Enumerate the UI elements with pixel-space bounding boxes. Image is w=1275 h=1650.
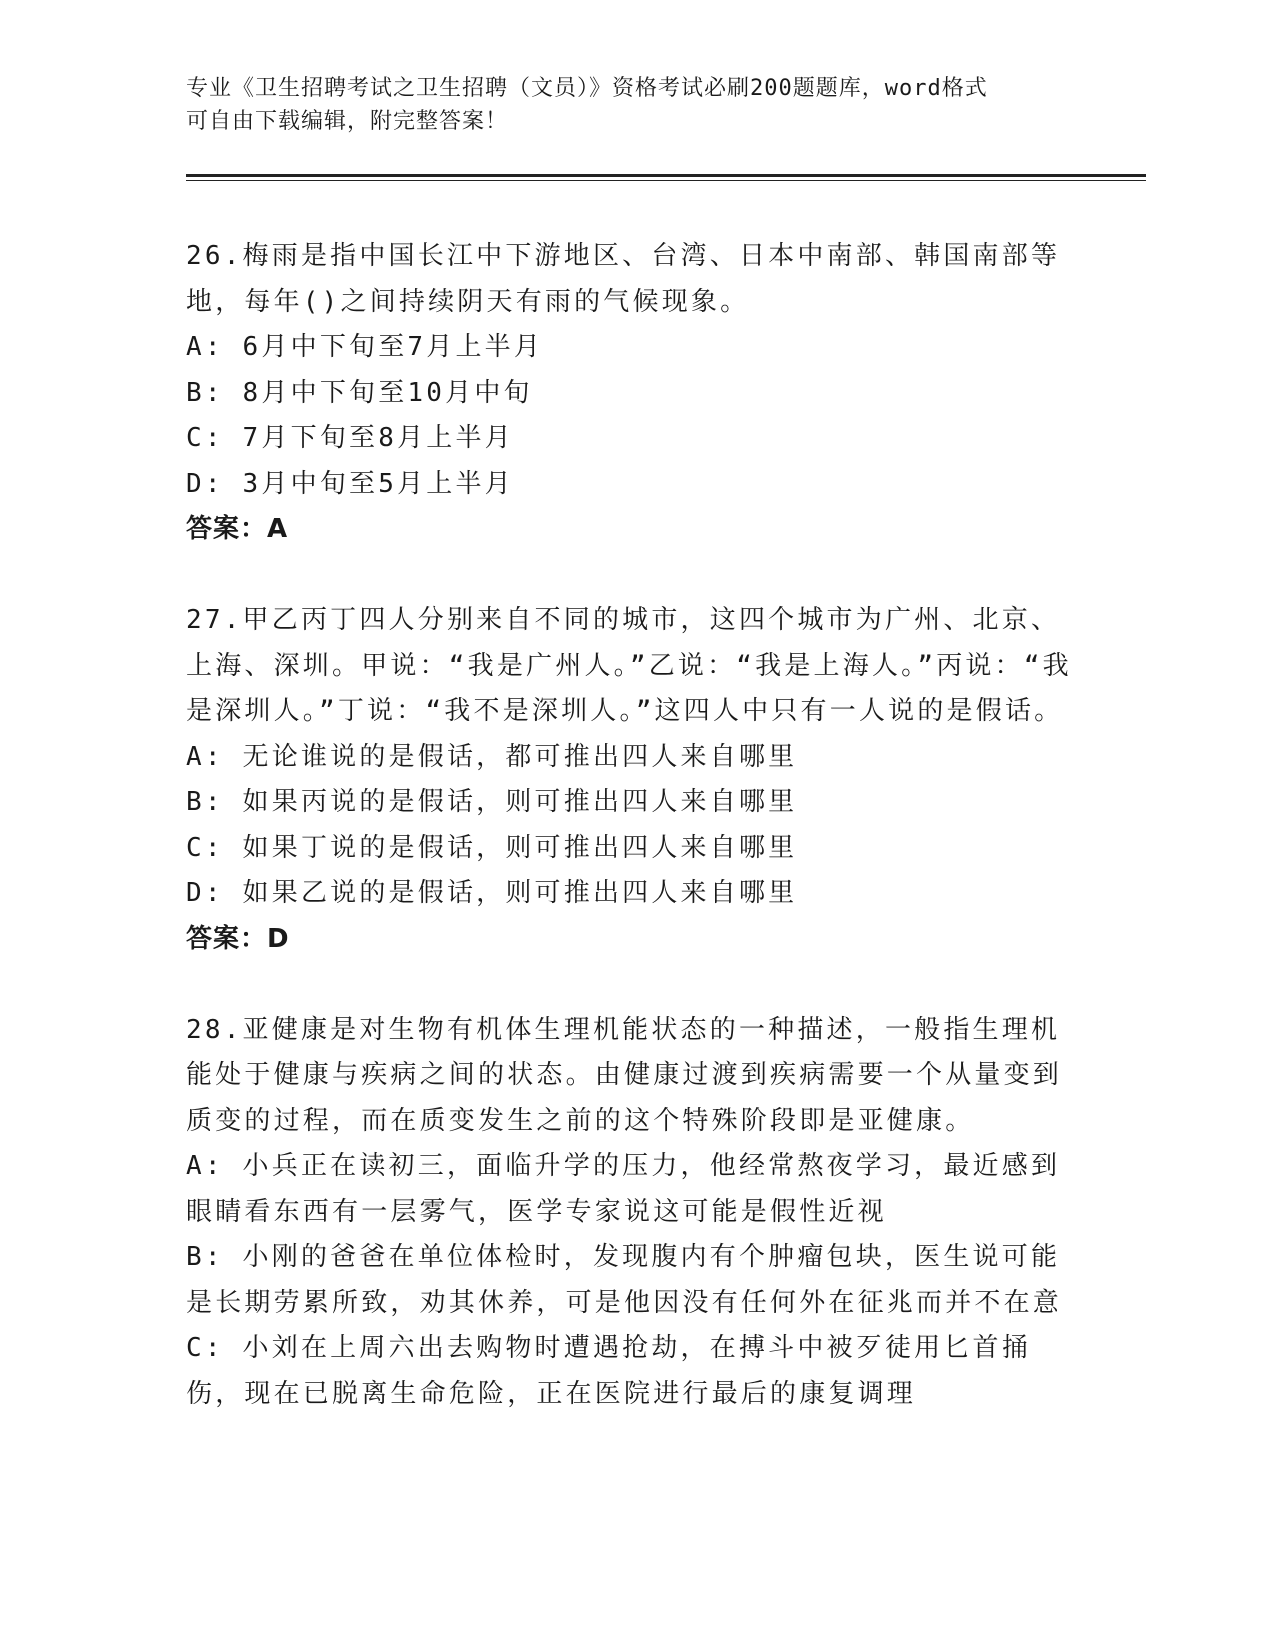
option-d: D: 3月中旬至5月上半月 [186,468,514,499]
question-27 [186,598,1086,962]
option-a: A: 6月中下旬至7月上半月 [186,332,544,362]
header-line-2: 可自由下载编辑，附完整答案！ [186,109,509,134]
option-a: A: 无论谁说的是假话，都可推出四人来自哪里 [186,741,798,772]
question-list [186,234,1086,1463]
question-text: 28.亚健康是对生物有机体生理机能状态的一种描述，一般指生理机能处于健康与疾病之间的状态。由健康过渡到疾病需要一个从量变到质变的过程，而在质变发生之前的这个特殊阶段即是亚健康。 [186,1014,1063,1136]
header-divider-thin [186,180,1146,181]
question-26 [186,234,1086,553]
question-28 [186,1008,1086,1418]
option-b: B: 如果丙说的是假话，则可推出四人来自哪里 [186,787,798,817]
question-text: 27.甲乙丙丁四人分别来自不同的城市，这四个城市为广州、北京、上海、深圳。甲说：“我是广州人。”乙说：“我是上海人。”丙说：“我是深圳人。”丁说：“我不是深圳人。”这四人中只有一人说的是假话。 [186,605,1072,726]
option-b: B: 8月中下旬至10月中旬 [186,377,533,408]
answer-label: 答案：D [186,923,290,954]
question-text: 26.梅雨是指中国长江中下游地区、台湾、日本中南部、韩国南部等地，每年()之间持续阴天有雨的气候现象。 [186,241,1061,317]
option-c: C: 小刘在上周六出去购物时遭遇抢劫，在搏斗中被歹徒用匕首捅伤，现在已脱离生命危险，正在医院进行最后的康复调理 [186,1333,1031,1409]
option-a: A: 小兵正在读初三，面临升学的压力，他经常熬夜学习，最近感到眼睛看东西有一层雾气，医学专家说这可能是假性近视 [186,1151,1061,1227]
document-header [186,72,1066,138]
answer-label: 答案：A [186,514,289,544]
option-c: C: 7月下旬至8月上半月 [186,423,514,453]
header-line-1: 专业《卫生招聘考试之卫生招聘（文员）》资格考试必刷200题题库，word格式 [186,76,988,101]
header-divider-thick [186,174,1146,177]
option-b: B: 小刚的爸爸在单位体检时，发现腹内有个肿瘤包块，医生说可能是长期劳累所致，劝其休养，可是他因没有任何外在征兆而并不在意 [186,1242,1063,1318]
option-d: D: 如果乙说的是假话，则可推出四人来自哪里 [186,878,798,908]
option-c: C: 如果丁说的是假话，则可推出四人来自哪里 [186,832,798,863]
